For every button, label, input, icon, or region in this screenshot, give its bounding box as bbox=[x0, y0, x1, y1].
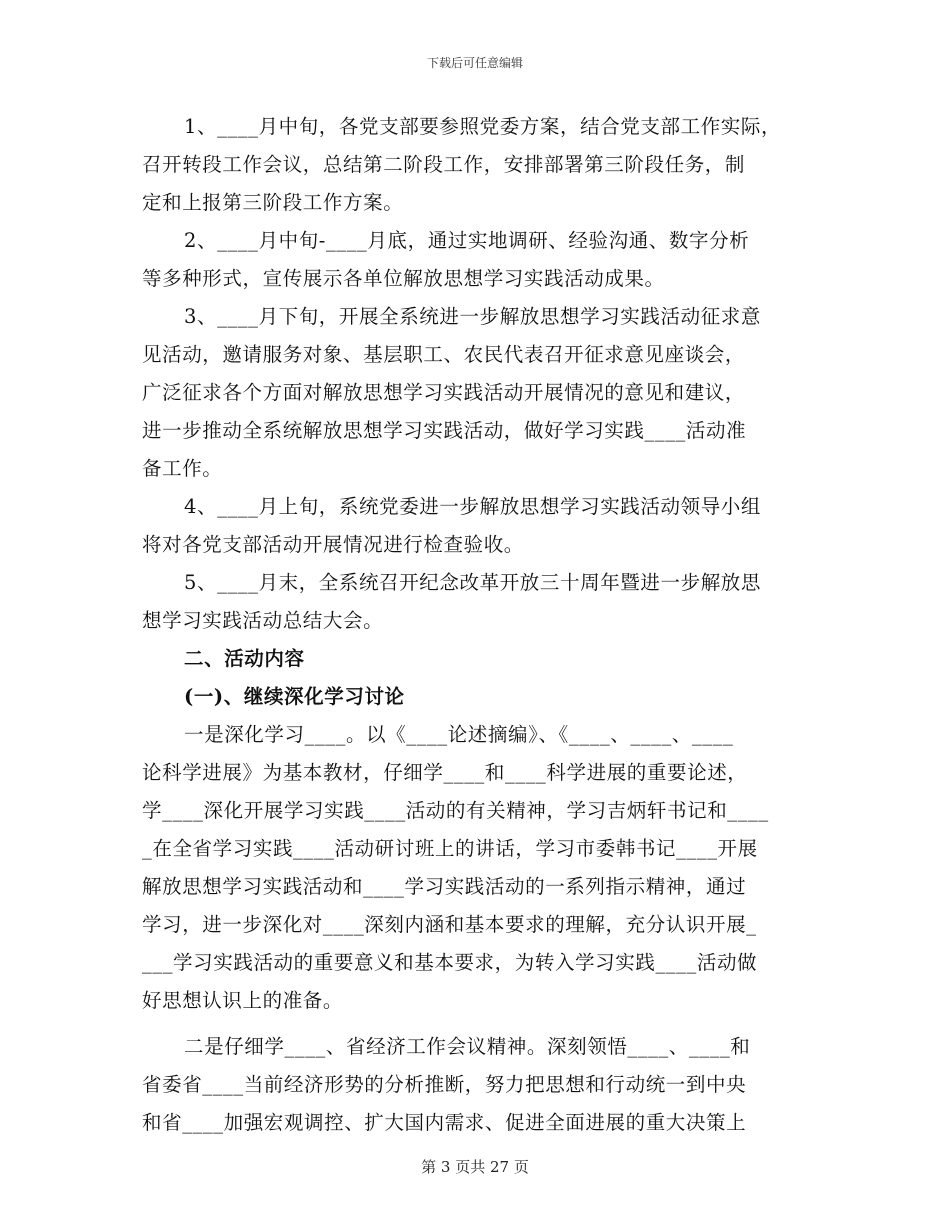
text-line: 3、____月下旬，开展全系统进一步解放思想学习实践活动征求意 bbox=[184, 305, 762, 328]
text-line: 一是深化学习____。以《____论述摘编》、《____、____、____ bbox=[184, 723, 734, 746]
text-line: 好思想认识上的准备。 bbox=[142, 989, 344, 1012]
text-line: 4、____月上旬，系统党委进一步解放思想学习实践活动领导小组 bbox=[184, 495, 762, 518]
text-line: 备工作。 bbox=[142, 457, 223, 480]
paragraph-gap bbox=[142, 1020, 812, 1028]
text-line: 论科学进展》为基本教材，仔细学____和____科学进展的重要论述， bbox=[142, 761, 748, 784]
text-line: 将对各党支部活动开展情况进行检查验收。 bbox=[142, 533, 524, 556]
text-line: 等多种形式，宣传展示各单位解放思想学习实践活动成果。 bbox=[142, 267, 665, 290]
text-line: 广泛征求各个方面对解放思想学习实践活动开展情况的意见和建议， bbox=[142, 381, 746, 404]
text-line: 见活动，邀请服务对象、基层职工、农民代表召开征求意见座谈会， bbox=[142, 343, 746, 366]
page-footer: 第 3 页共 27 页 bbox=[421, 1158, 529, 1176]
document-body bbox=[142, 108, 812, 1142]
section-heading: (一)、继续深化学习讨论 bbox=[184, 685, 405, 708]
text-line: 想学习实践活动总结大会。 bbox=[142, 609, 384, 632]
text-line: 学习，进一步深化对____深刻内涵和基本要求的理解，充分认识开展_ bbox=[142, 913, 757, 936]
text-line: 和省____加强宏观调控、扩大国内需求、促进全面进展的重大决策上 bbox=[142, 1111, 747, 1134]
text-line: 进一步推动全系统解放思想学习实践活动，做好学习实践____活动准 bbox=[142, 419, 747, 442]
text-line: _在全省学习实践____活动研讨班上的讲话，学习市委韩书记____开展 bbox=[142, 837, 758, 860]
section-heading: 二、活动内容 bbox=[184, 647, 305, 670]
text-line: 2、____月中旬-____月底，通过实地调研、经验沟通、数字分析 bbox=[184, 229, 750, 252]
page-header: 下载后可任意编辑 bbox=[426, 56, 523, 70]
text-line: 省委省____当前经济形势的分析推断，努力把思想和行动统一到中央 bbox=[142, 1073, 747, 1096]
text-line: 二是仔细学____、省经济工作会议精神。深刻领悟____、____和 bbox=[184, 1035, 751, 1058]
text-line: 定和上报第三阶段工作方案。 bbox=[142, 191, 404, 214]
text-line: ___学习实践活动的重要意义和基本要求，为转入学习实践____活动做 bbox=[142, 951, 758, 974]
text-line: 1、____月中旬，各党支部要参照党委方案，结合党支部工作实际， bbox=[184, 115, 782, 138]
text-line: 5、____月末，全系统召开纪念改革开放三十周年暨进一步解放思 bbox=[184, 571, 762, 594]
text-line: 解放思想学习实践活动和____学习实践活动的一系列指示精神，通过 bbox=[142, 875, 747, 898]
text-line: 召开转段工作会议，总结第二阶段工作，安排部署第三阶段任务，制 bbox=[142, 153, 746, 176]
text-line: 学____深化开展学习实践____活动的有关精神，学习吉炳轩书记和____ bbox=[142, 799, 769, 822]
